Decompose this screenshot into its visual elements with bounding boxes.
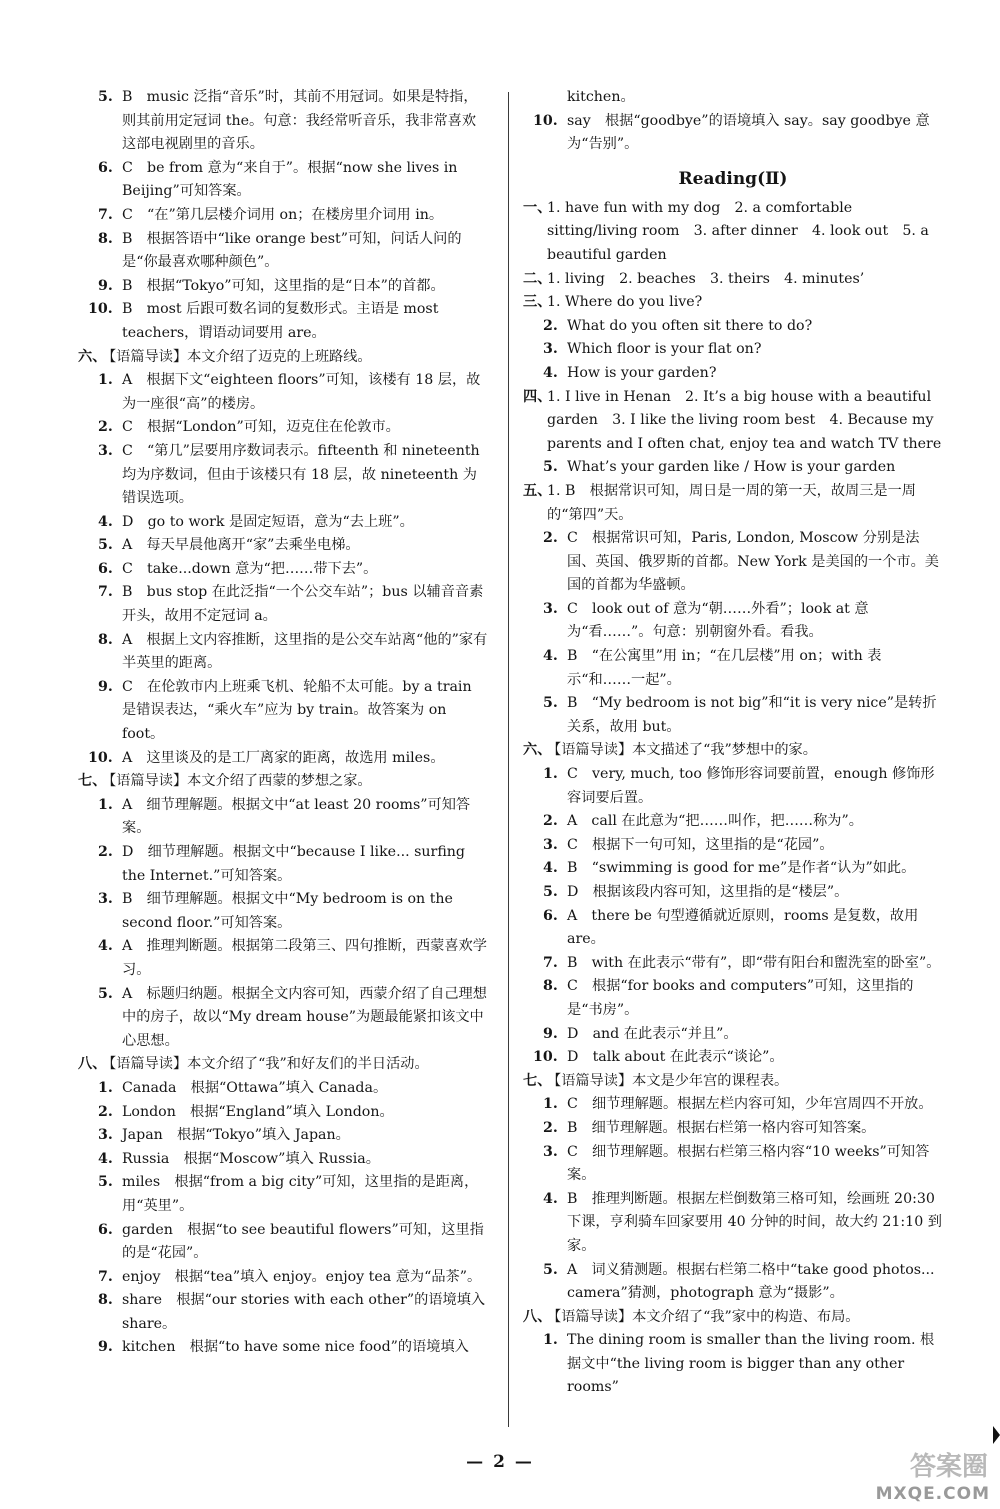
answer-item [78, 794, 490, 841]
section-heading [78, 1053, 490, 1077]
answer-number: 2. [543, 1119, 558, 1136]
answer-number: 7. [98, 1268, 113, 1285]
answer-text: C 根据下一句可知，这里指的是“花园”。 [567, 836, 834, 853]
answer-text: kitchen 根据“to have some nice food”的语境填入 [122, 1339, 469, 1356]
answer-text: C 细节理解题。根据右栏第三格内容“10 weeks”可知答案。 [567, 1143, 930, 1184]
answer-text: B 根据“Tokyo”可知，这里指的是“日本”的首都。 [122, 277, 445, 294]
answer-text: C 在伦敦市内上班乘飞机、轮船不太可能。by a train 是错误表达，“乘火车”应为 by train。故答案为 on foot。 [122, 678, 472, 743]
section-text: 1. I live in Henan 2. It’s a big house with a beautiful garden 3. I like the living room best 4. Because my parents and I often chat, enjoy tea and watch TV there [547, 388, 942, 452]
answer-text: What do you often sit there to do? [567, 317, 813, 334]
section-heading [78, 346, 490, 370]
answer-number: 7. [98, 584, 113, 601]
answer-item [523, 1329, 943, 1400]
answer-number: 4. [543, 364, 558, 381]
answer-number: 2. [543, 813, 558, 830]
answer-number: 9. [543, 1025, 558, 1042]
answer-text: B 根据答语中“like orange best”可知，问话人问的是“你最喜欢哪种颜色”。 [122, 230, 462, 271]
answer-number: 1. [98, 372, 113, 389]
answer-text: share 根据“our stories with each other”的语境填入 share。 [122, 1292, 486, 1332]
answer-text: A 这里谈及的是工厂离家的距离，故选用 miles。 [122, 749, 445, 766]
section-number: 一、 [523, 199, 552, 216]
section-heading [523, 268, 943, 292]
answer-number: 2. [98, 1103, 113, 1120]
section-text: 【语篇导读】本文介绍了迈克的上班路线。 [102, 348, 372, 365]
answer-number: 7. [98, 206, 113, 223]
answer-text: enjoy 根据“tea”填入 enjoy。enjoy tea 意为“品茶”。 [122, 1268, 482, 1285]
page-number: — 2 — [466, 1452, 534, 1472]
answer-item [78, 1124, 490, 1148]
answer-number: 9. [98, 277, 113, 294]
answer-number: 10. [88, 301, 113, 318]
watermark-logo [862, 1446, 990, 1504]
answer-item [523, 810, 943, 834]
answer-number: 6. [98, 560, 113, 577]
answer-number: 8. [98, 230, 113, 247]
answer-number: 2. [543, 317, 558, 334]
answer-item [523, 110, 943, 157]
answer-item [78, 676, 490, 747]
answer-text: A 推理判断题。根据第二段第三、四句推断，西蒙喜欢学习。 [122, 938, 487, 978]
answer-text: C 根据“London”可知，迈克住在伦敦市。 [122, 419, 400, 436]
answer-item [78, 204, 490, 228]
answer-number: 5. [543, 1261, 558, 1278]
answer-item [523, 527, 943, 598]
answer-number: 3. [543, 836, 558, 853]
section-number: 六、 [78, 348, 107, 365]
section-text: 【语篇导读】本文介绍了“我”家中的构造、布局。 [547, 1308, 860, 1325]
answer-text: C look out of 意为“朝……外看”；look at 意为“看……”。句意：别朝窗外看。看我。 [567, 600, 869, 641]
answer-number: 3. [98, 1127, 113, 1144]
section-text: 1. Where do you live? [547, 294, 703, 311]
answer-item [523, 905, 943, 952]
answer-item [523, 1188, 943, 1259]
section-heading [523, 480, 943, 527]
answer-number: 5. [543, 459, 558, 476]
answer-number: 5. [543, 695, 558, 712]
answer-number: 3. [543, 1143, 558, 1160]
section-heading [523, 1306, 943, 1330]
answer-text: Russia 根据“Moscow”填入 Russia。 [122, 1150, 380, 1167]
answer-item [523, 456, 943, 480]
section-text: 1. living 2. beaches 3. theirs 4. minutes’ [547, 270, 865, 287]
answer-number: 5. [98, 1174, 113, 1191]
answer-number: 6. [98, 159, 113, 176]
answer-text: B bus stop 在此泛指“一个公交车站”；bus 以辅音音素开头，故用不定冠词 a。 [122, 584, 484, 625]
answer-item [78, 935, 490, 982]
answer-text: B “My bedroom is not big”和“it is very nice”是转折关系，故用 but。 [567, 695, 937, 735]
answer-item [78, 369, 490, 416]
section-heading [78, 770, 490, 794]
answer-number: 10. [88, 749, 113, 766]
section-heading [523, 739, 943, 763]
answer-item [78, 416, 490, 440]
answer-text: B 推理判断题。根据左栏倒数第三格可知，绘画班 20:30 下课，亨利骑车回家要用 40 分钟的时间，故大约 21:10 到家。 [567, 1190, 942, 1254]
answer-text: How is your garden? [567, 364, 717, 381]
answer-text: Canada 根据“Ottawa”填入 Canada。 [122, 1079, 388, 1096]
answer-text: Japan 根据“Tokyo”填入 Japan。 [122, 1127, 350, 1144]
answer-item [78, 1171, 490, 1218]
answer-item [523, 1259, 943, 1306]
answer-item [78, 157, 490, 204]
answer-item [78, 983, 490, 1054]
answer-text: C “第几”层要用序数词表示。fifteenth 和 nineteenth 均为序数词，但由于该楼只有 18 层，故 nineteenth 为错误选项。 [122, 442, 480, 507]
answer-text: C take...down 意为“把……带下去”。 [122, 560, 378, 577]
answer-number: 1. [543, 766, 558, 783]
answer-text: say 根据“goodbye”的语境填入 say。say goodbye 意为“告别”。 [567, 112, 930, 153]
answer-item [78, 275, 490, 299]
answer-number: 4. [98, 513, 113, 530]
left-column [78, 86, 490, 1360]
answer-text: D go to work 是固定短语，意为“去上班”。 [122, 513, 414, 530]
answer-number: 1. [98, 1079, 113, 1096]
answer-text: A 每天早晨他离开“家”去乘坐电梯。 [122, 537, 360, 554]
answer-text: C 根据常识可知，Paris, London, Moscow 分别是法国、英国、俄罗斯的首都。New York 是美国的一个市。美国的首都为华盛顿。 [567, 530, 939, 594]
answer-number: 4. [98, 1150, 113, 1167]
answer-number: 4. [98, 938, 113, 955]
answer-item [523, 1093, 943, 1117]
answer-text: A call 在此意为“把……叫作，把……称为”。 [567, 813, 863, 830]
answer-number: 3. [98, 891, 113, 908]
answer-item [523, 315, 943, 339]
answer-number: 8. [98, 1292, 113, 1309]
answer-item [523, 834, 943, 858]
answer-item [78, 747, 490, 771]
answer-item [78, 581, 490, 628]
answer-text: garden 根据“to see beautiful flowers”可知，这里指的是“花园”。 [122, 1221, 484, 1262]
answer-item [78, 1148, 490, 1172]
answer-text: A 根据下文“eighteen floors”可知，该楼有 18 层，故为一座很“高”的楼房。 [122, 372, 481, 412]
answer-text: A there be 句型遵循就近原则，rooms 是复数，故用 are。 [567, 907, 919, 948]
answer-text: The dining room is smaller than the living room. 根据文中“the living room is bigger than any other rooms” [567, 1332, 935, 1396]
answer-number: 6. [98, 1221, 113, 1238]
answer-text: What’s your garden like / How is your garden [567, 459, 896, 476]
section-number: 八、 [78, 1056, 107, 1073]
answer-item [523, 1046, 943, 1070]
section-heading [523, 197, 943, 268]
section-text: 【语篇导读】本文描述了“我”梦想中的家。 [547, 742, 817, 759]
section-number: 八、 [523, 1308, 552, 1325]
answer-number: 4. [543, 860, 558, 877]
answer-item [78, 1219, 490, 1266]
section-text: 1. have fun with my dog 2. a comfortable sitting/living room 3. after dinner 4. look out 5. a beautiful garden [547, 199, 929, 263]
answer-text: C 细节理解题。根据左栏内容可知，少年宫周四不开放。 [567, 1096, 933, 1113]
answer-item [78, 440, 490, 511]
answer-item [523, 645, 943, 692]
section-text: 【语篇导读】本文是少年宫的课程表。 [547, 1072, 789, 1089]
watermark-text: MXQE.COM [875, 1484, 990, 1504]
answer-item [523, 881, 943, 905]
answer-number: 7. [543, 954, 558, 971]
answer-item [523, 1117, 943, 1141]
answer-text: B 细节理解题。根据右栏第一格内容可知答案。 [567, 1119, 876, 1136]
answer-item [78, 558, 490, 582]
answer-text: B “在公寓里”用 in；“在几层楼”用 on；with 表示“和……一起”。 [567, 648, 882, 688]
answer-item [78, 841, 490, 888]
section-number: 三、 [523, 294, 552, 311]
answer-item [523, 1023, 943, 1047]
answer-text: A 细节理解题。根据文中“at least 20 rooms”可知答案。 [122, 796, 471, 837]
answer-item [78, 888, 490, 935]
answer-item [523, 975, 943, 1022]
answer-text: C be from 意为“来自于”。根据“now she lives in Beijing”可知答案。 [122, 159, 458, 200]
answer-text: C “在”第几层楼介词用 on；在楼房里介词用 in。 [122, 206, 444, 223]
answer-item [523, 763, 943, 810]
answer-number: 5. [98, 985, 113, 1002]
page-edge-arrow-icon [993, 1426, 1000, 1444]
section-number: 六、 [523, 742, 552, 759]
answer-text: D and 在此表示“并且”。 [567, 1025, 738, 1042]
answer-number: 2. [98, 419, 113, 436]
answer-number: 10. [533, 112, 558, 129]
answer-number: 2. [543, 530, 558, 547]
answer-item [78, 1266, 490, 1290]
answer-item [523, 952, 943, 976]
section-number: 二、 [523, 270, 552, 287]
column-divider [508, 92, 509, 1427]
section-heading [523, 291, 943, 315]
answer-text: Which floor is your flat on? [567, 341, 762, 358]
answer-item [78, 534, 490, 558]
section-number: 五、 [523, 482, 552, 499]
answer-number: 2. [98, 844, 113, 860]
answer-item [78, 511, 490, 535]
answer-number: 9. [98, 678, 113, 695]
answer-number: 1. [543, 1332, 558, 1349]
section-text: 【语篇导读】本文介绍了“我”和好友们的半日活动。 [102, 1056, 429, 1073]
answer-text: London 根据“England”填入 London。 [122, 1103, 394, 1120]
answer-number: 5. [98, 537, 113, 554]
answer-number: 1. [98, 796, 113, 813]
right-column [523, 86, 943, 1400]
answer-text: miles 根据“from a big city”可知，这里指的是距离，用“英里”。 [122, 1174, 479, 1214]
answer-item [78, 1101, 490, 1125]
answer-text: B with 在此表示“带有”，即“带有阳台和盥洗室的卧室”。 [567, 954, 941, 971]
answer-text: C 根据“for books and computers”可知，这里指的是“书房”。 [567, 978, 914, 1018]
section-title: Reading(Ⅱ) [678, 168, 788, 189]
answer-number: 4. [543, 1190, 558, 1207]
answer-item [523, 857, 943, 881]
section-heading [523, 1070, 943, 1094]
section-number: 七、 [523, 1072, 552, 1089]
answer-item [78, 1336, 490, 1360]
answer-number: 1. [543, 1096, 558, 1113]
answer-item [523, 598, 943, 645]
answer-text: A 标题归纳题。根据全文内容可知，西蒙介绍了自己理想中的房子，故以“My dream house”为题最能紧扣该文中心思想。 [122, 985, 487, 1049]
answer-number: 10. [533, 1049, 558, 1066]
answer-text: B music 泛指“音乐”时，其前不用冠词。如果是特指，则其前用定冠词 the。句意：我经常听音乐，我非常喜欢这部电视剧里的音乐。 [122, 89, 478, 153]
answer-number: 8. [543, 978, 558, 995]
answer-item [78, 86, 490, 157]
answer-number: 3. [543, 341, 558, 358]
answer-item [523, 692, 943, 739]
section-number: 七、 [78, 773, 107, 790]
answer-text: A 根据上文内容推断，这里指的是公交车站离“他的”家有半英里的距离。 [122, 631, 488, 672]
section-text: 1. B 根据常识可知，周日是一周的第一天，故周三是一周的“第四”天。 [547, 482, 916, 523]
answer-text: B 细节理解题。根据文中“My bedroom is on the second floor.”可知答案。 [122, 891, 453, 931]
answer-text: A 词义猜测题。根据右栏第二格中“take good photos... camera”猜测，photograph 意为“摄影”。 [567, 1261, 935, 1302]
answer-continuation: kitchen。 [567, 89, 635, 105]
answer-number: 4. [543, 648, 558, 665]
answer-number: 6. [543, 907, 558, 924]
answer-number: 5. [543, 884, 558, 900]
section-heading [523, 386, 943, 457]
section-text: 【语篇导读】本文介绍了西蒙的梦想之家。 [102, 773, 372, 790]
answer-item [78, 1077, 490, 1101]
answer-text: C very, much, too 修饰形容词要前置，enough 修饰形容词要后置。 [567, 766, 935, 806]
answer-number: 3. [543, 600, 558, 617]
answer-text: D talk about 在此表示“谈论”。 [567, 1049, 784, 1066]
section-number: 四、 [523, 388, 552, 405]
answer-item [523, 362, 943, 386]
answer-number: 3. [98, 442, 113, 459]
answer-item [78, 228, 490, 275]
answer-text: D 细节理解题。根据文中“because I like... surfing the Internet.”可知答案。 [122, 844, 466, 884]
answer-item [78, 298, 490, 345]
watermark-seal-icon: 答案圈 [909, 1452, 988, 1482]
answer-number: 5. [98, 89, 113, 105]
answer-number: 8. [98, 631, 113, 648]
answer-text: B “swimming is good for me”是作者“认为”如此。 [567, 860, 916, 877]
answer-item [78, 1289, 490, 1336]
answer-item [78, 629, 490, 676]
answer-text: D 根据该段内容可知，这里指的是“楼层”。 [567, 884, 849, 900]
answer-item [523, 1141, 943, 1188]
answer-number: 9. [98, 1339, 113, 1356]
answer-text: B most 后跟可数名词的复数形式。主语是 most teachers，谓语动词要用 are。 [122, 301, 439, 341]
answer-item [523, 338, 943, 362]
